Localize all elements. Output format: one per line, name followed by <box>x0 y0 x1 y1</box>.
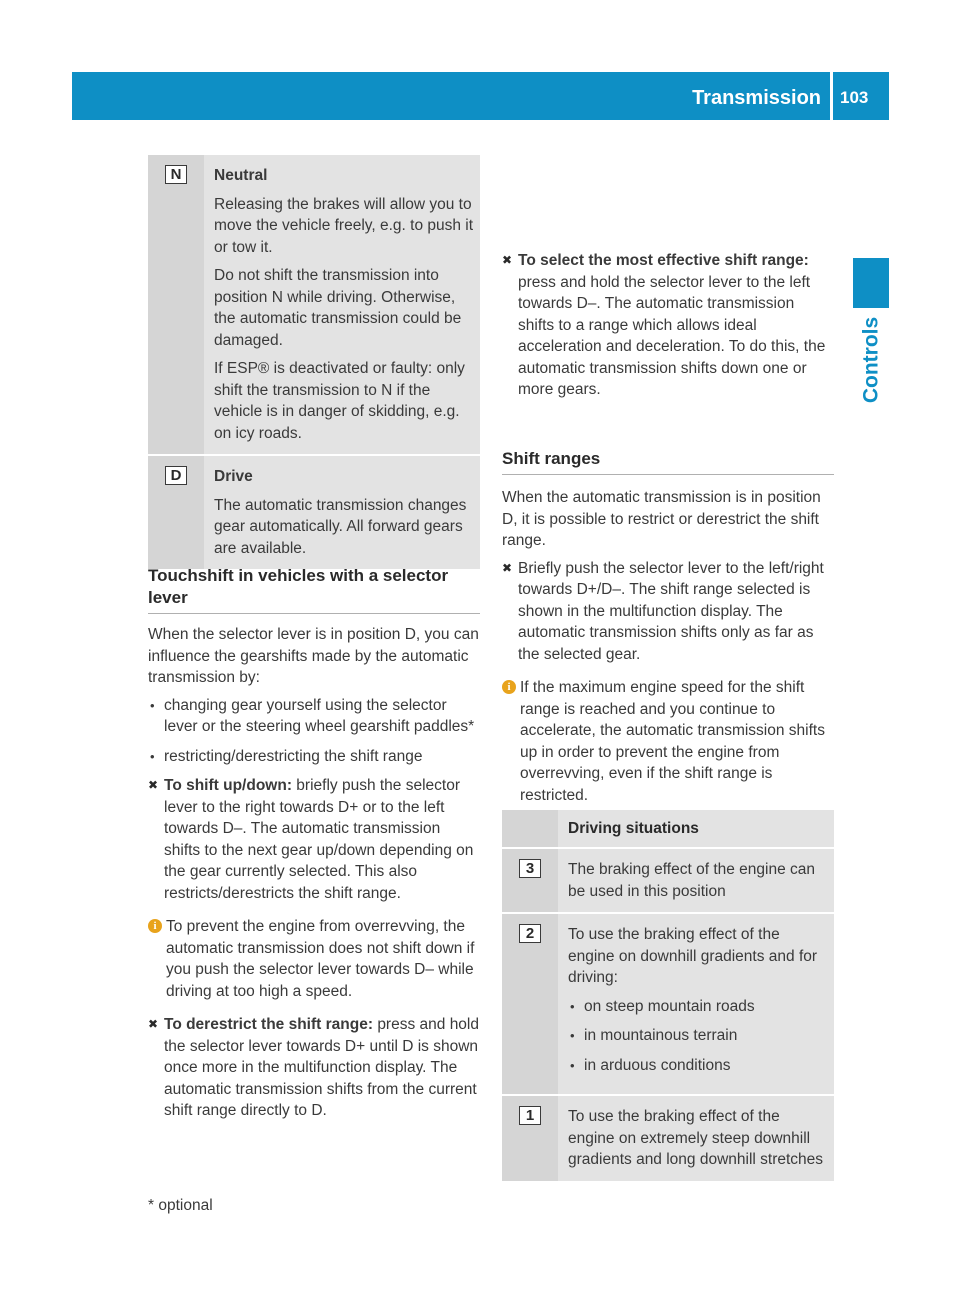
table-row <box>502 1096 834 1183</box>
step-arrow-icon: ✖ <box>502 253 513 267</box>
step-text: Briefly push the selector lever to the left/right towards D+/D–. The shift range selected is shown in the multifunction display. The automatic transmission shifts only as far as the selected gear. <box>518 559 824 663</box>
step-arrow-icon: ✖ <box>502 560 513 575</box>
list-item: • on steep mountain roads <box>568 996 828 1018</box>
side-tab <box>853 315 889 405</box>
gear-row-neutral <box>148 155 480 456</box>
row-text: To use the braking effect of the engine on downhill gradients and for driving: <box>568 926 818 986</box>
gear-title: Drive <box>214 468 253 485</box>
step-shift-range <box>502 558 834 666</box>
gear-table-top <box>148 155 480 571</box>
step-shift-up-down <box>148 775 480 904</box>
list-item: • restricting/derestricting the shift range <box>148 746 480 768</box>
table-row <box>502 914 834 1096</box>
side-marker <box>853 258 889 308</box>
list-item: • in arduous conditions <box>568 1055 828 1077</box>
shift-ranges-section <box>502 448 834 818</box>
step-effective-range <box>502 250 834 401</box>
table-header-label: Driving situations <box>568 820 699 837</box>
step-text: press and hold the selector lever to the left towards D–. The automatic transmission shifts to a range which allows ideal acceleration and deceleration. To do this, the automatic transmission shifts down one or more gears. <box>518 273 826 398</box>
gear-paragraph: If ESP® is deactivated or faulty: only shift the transmission to N if the vehicle is in danger of skidding, e.g. on icy roads. <box>214 360 465 442</box>
step-label: To shift up/down: <box>164 777 292 794</box>
table-header <box>502 810 834 849</box>
intro-text: When the automatic transmission is in position D, it is possible to restrict or derestrict the shift range. <box>502 489 821 549</box>
step-text: press and hold the selector lever towards D+ until D is shown once more in the multifunction display. The automatic transmission shifts from the current shift range directly to D. <box>164 1016 479 1119</box>
step-derestrict <box>148 1014 480 1122</box>
info-note <box>502 677 834 806</box>
page-number: 103 <box>840 88 869 107</box>
section-title: Shift ranges <box>502 448 834 475</box>
gear-1-icon: 1 <box>519 1106 541 1125</box>
step-text: briefly push the selector lever to the right towards D+ or to the left towards D–. The automatic transmission shifts to the next gear up/down depending on the gear currently selected. This also restricts/derestricts the shift range. <box>164 777 474 902</box>
gear-paragraph: The automatic transmission changes gear automatically. All forward gears are available. <box>214 496 467 557</box>
info-note <box>148 916 480 1002</box>
effective-range-step <box>502 250 834 413</box>
gear-3-icon: 3 <box>519 859 541 878</box>
intro-text: When the selector lever is in position D, you can influence the gearshifts made by the automatic transmission by: <box>148 626 479 686</box>
gear-2-icon: 2 <box>519 924 541 943</box>
info-icon: i <box>502 680 516 694</box>
info-text: To prevent the engine from overrevving, the automatic transmission does not shift down if you push the selector lever towards D– while driving at too high a speed. <box>166 918 475 1000</box>
row-text: To use the braking effect of the engine on extremely steep downhill gradients and long downhill stretches <box>568 1108 824 1168</box>
step-arrow-icon: ✖ <box>148 778 159 792</box>
driving-situations-table <box>502 810 834 1183</box>
gear-row-drive <box>148 456 480 571</box>
header-divider <box>830 72 833 120</box>
page-title: Transmission <box>692 87 821 109</box>
info-text: If the maximum engine speed for the shift range is reached and you continue to accelerate, the automatic transmission shifts up in order to prevent the engine from overrevving, even if the shift range is restricted. <box>520 679 825 804</box>
step-label: To select the most effective shift range: <box>518 252 809 269</box>
gear-n-icon: N <box>165 165 187 184</box>
footnote: * optional <box>148 1197 213 1214</box>
info-icon: i <box>148 919 162 933</box>
list-item: • in mountainous terrain <box>568 1025 828 1047</box>
touchshift-section <box>148 565 480 1134</box>
table-row <box>502 849 834 914</box>
step-arrow-icon: ✖ <box>148 1017 159 1031</box>
side-tab-label: Controls <box>859 316 883 404</box>
section-title: Touchshift in vehicles with a selector lever <box>148 565 480 614</box>
gear-paragraph: Releasing the brakes will allow you to move the vehicle freely, e.g. to push it or tow it. <box>214 195 474 256</box>
step-label: To derestrict the shift range: <box>164 1016 373 1033</box>
row-text: The braking effect of the engine can be used in this position <box>568 861 816 900</box>
gear-title: Neutral <box>214 167 268 184</box>
list-item: • changing gear yourself using the selector lever or the steering wheel gearshift paddles* <box>148 695 480 738</box>
gear-paragraph: Do not shift the transmission into position N while driving. Otherwise, the automatic transmission could be damaged. <box>214 267 462 349</box>
gear-d-icon: D <box>165 466 187 485</box>
